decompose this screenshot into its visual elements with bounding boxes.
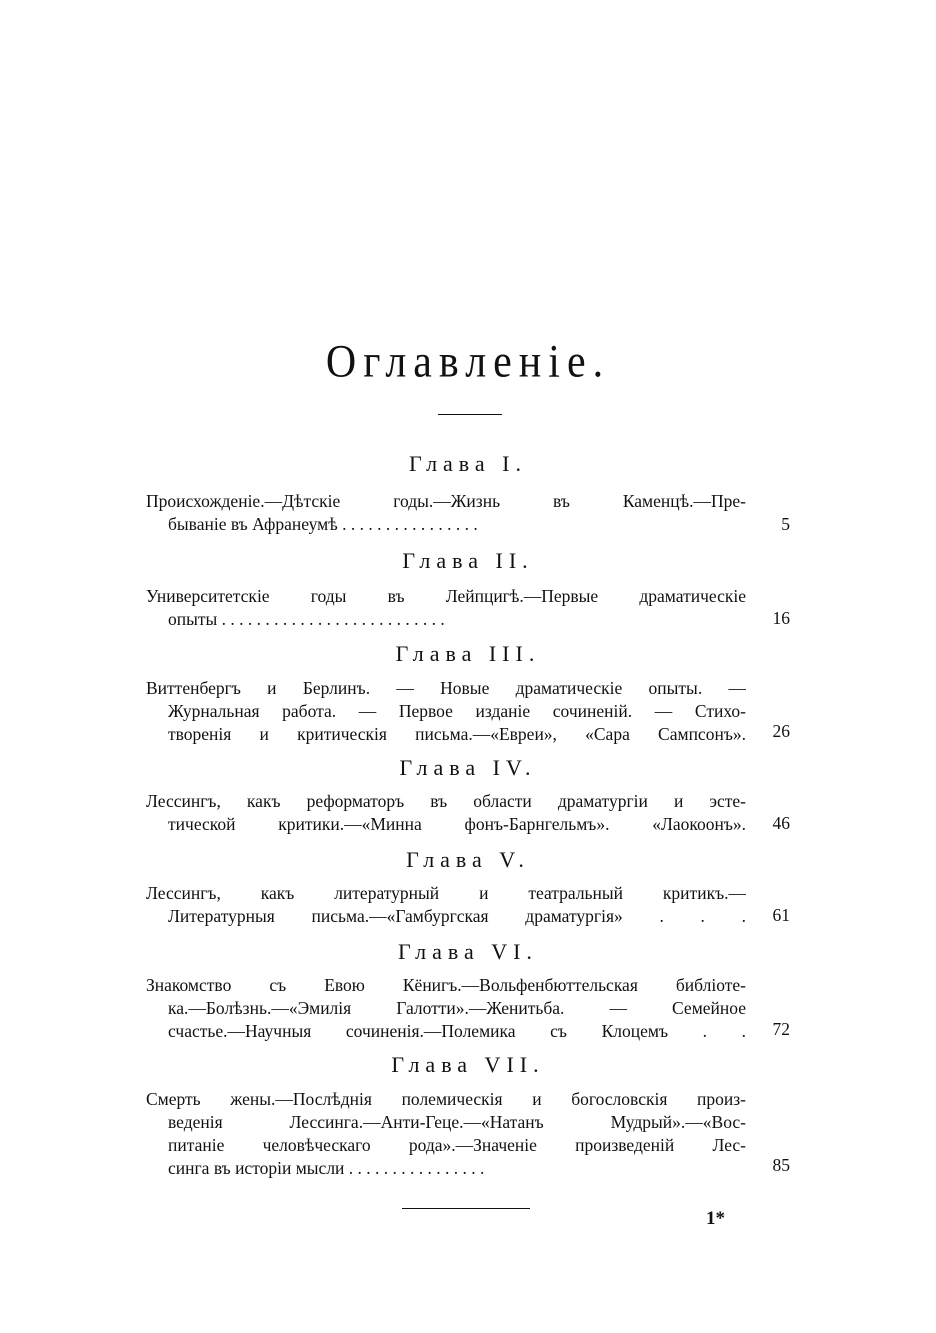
entry-line: тической критики.—«Минна фонъ-Барнгельмъ». «Лаокоонъ». (168, 814, 746, 834)
chapter-entry-3 (146, 677, 746, 746)
entry-line: Литературныя письма.—«Гамбургская драматургія» . . . (168, 906, 746, 926)
chapter-heading-7: Глава VII. (391, 1052, 545, 1077)
chapter-entry-7 (146, 1088, 746, 1180)
entry-line: Виттенбергъ и Берлинъ. — Новые драматическіе опыты. — (146, 678, 746, 698)
entry-line: быванiе въ Афранеумѣ . . . . . . . . . . . . . . . . (168, 514, 478, 534)
entry-line: Журнальная работа. — Первое изданіе сочиненій. — Стихо- (168, 701, 746, 721)
entry-line: Лессингъ, какъ реформаторъ въ области драматургіи и эсте- (146, 791, 746, 811)
chapter-entry-5 (146, 882, 746, 928)
chapter-entry-4 (146, 790, 746, 836)
entry-line: Происхожденіе.—Дѣтскіе годы.—Жизнь въ Каменцѣ.—Пре- (146, 491, 746, 511)
page-number-6: 72 (772, 1019, 790, 1039)
chapter-heading-1: Глава I. (409, 451, 527, 476)
page-number-1: 5 (781, 514, 790, 534)
page-number-3: 26 (772, 721, 790, 741)
entry-line: счастье.—Научныя сочиненія.—Полемика съ Клоцемъ . . (168, 1021, 746, 1041)
entry-line: ка.—Болѣзнь.—«Эмилія Галотти».—Женитьба. — Семейное (168, 998, 746, 1018)
bottom-divider (402, 1208, 530, 1209)
entry-line: Лессингъ, какъ литературный и театральный критикъ.— (146, 883, 746, 903)
page-number-5: 61 (772, 905, 790, 925)
page-number-7: 85 (772, 1155, 790, 1175)
chapter-heading-3: Глава III. (395, 641, 541, 666)
chapter-heading-2: Глава II. (402, 548, 534, 573)
entry-line: Университетскіе годы въ Лейпцигѣ.—Первые драматическіе (146, 586, 746, 606)
title-divider (438, 414, 502, 415)
entry-line: опыты . . . . . . . . . . . . . . . . . . . . . . . . . . (168, 609, 445, 629)
signature-mark: 1* (706, 1208, 725, 1229)
entry-line: синга въ исторіи мысли . . . . . . . . . . . . . . . . (168, 1158, 485, 1178)
chapter-entry-6 (146, 974, 746, 1043)
chapter-heading-6: Глава VI. (398, 939, 538, 964)
page-title: Оглавленіе. (325, 336, 611, 388)
chapter-heading-4: Глава IV. (399, 755, 537, 780)
page-number-4: 46 (772, 813, 790, 833)
entry-line: веденія Лессинга.—Анти-Геце.—«Натанъ Мудрый».—«Вос- (168, 1112, 746, 1132)
entry-line: Смерть жены.—Послѣднія полемическія и богословскія произ- (146, 1089, 746, 1109)
chapter-entry-1 (146, 490, 746, 536)
entry-line: творенія и критическія письма.—«Евреи», «Сара Сампсонъ». (168, 724, 746, 744)
page-number-2: 16 (772, 608, 790, 628)
entry-line: питаніе человѣческаго рода».—Значеніе произведеній Лес- (168, 1135, 746, 1155)
chapter-entry-2 (146, 585, 746, 631)
entry-line: Знакомство съ Евою Кёнигъ.—Вольфенбюттельская библіоте- (146, 975, 746, 995)
chapter-heading-5: Глава V. (406, 847, 530, 872)
